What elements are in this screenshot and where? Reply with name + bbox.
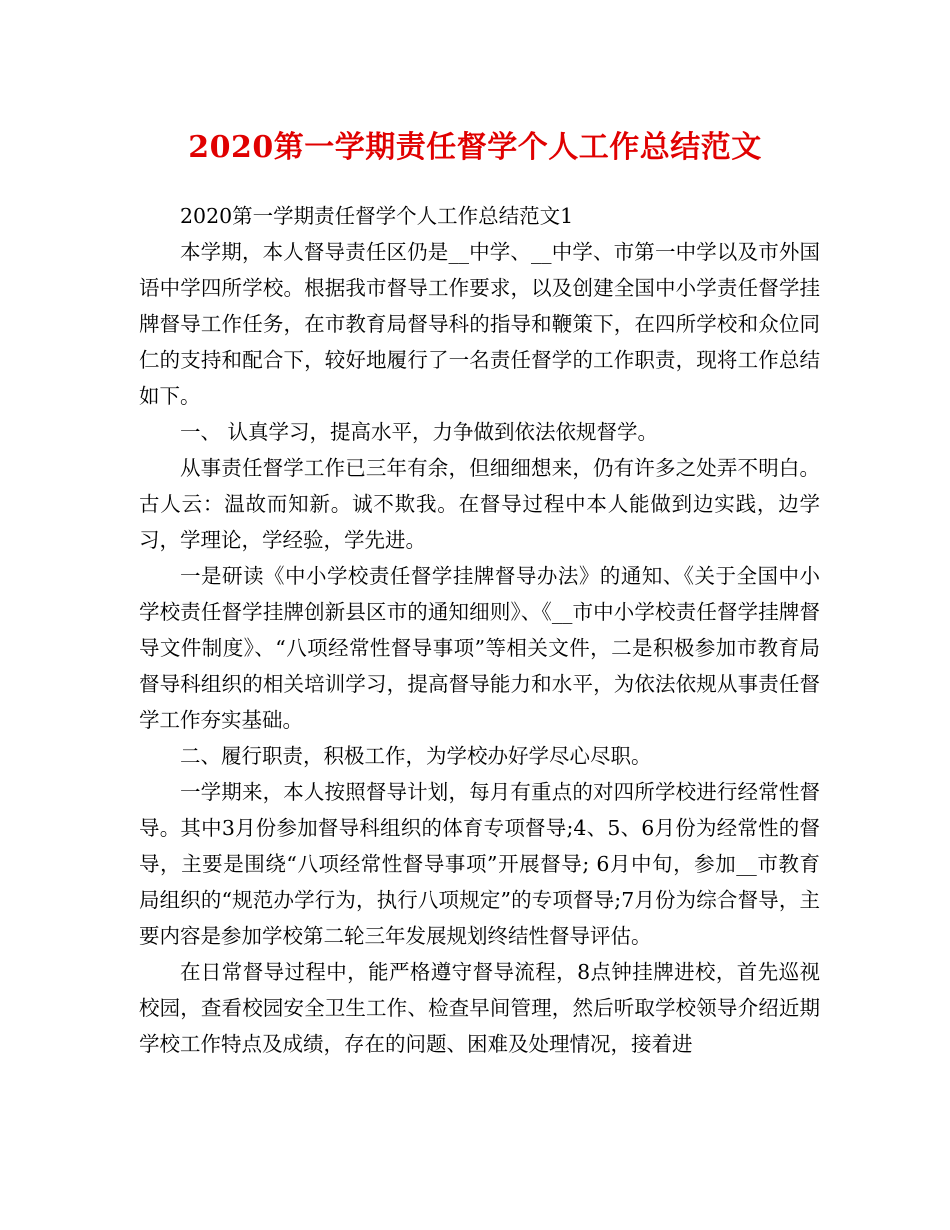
paragraph: 在日常督导过程中，能严格遵守督导流程，8点钟挂牌进校，首先巡视校园，查看校园安全卫生工作、检查早间管理，然后听取学校领导介绍近期学校工作特点及成绩，存在的问题、困难及处理情况，接着进	[139, 960, 820, 1056]
paragraph: 一是研读《中小学校责任督学挂牌督导办法》的通知、《关于全国中小学校责任督学挂牌创新县区市的通知细则》、《__市中小学校责任督学挂牌督导文件制度》、“八项经常性督导事项”等相关文件，二是积极参加市教育局督导科组织的相关培训学习，提高督导能力和水平，为依法依规从事责任督学工作夯实基础。	[139, 564, 820, 732]
section-heading: 二、履行职责，积极工作，为学校办好学尽心尽职。	[180, 744, 652, 768]
paragraph: 一学期来，本人按照督导计划，每月有重点的对四所学校进行经常性督导。其中3月份参加督导科组织的体育专项督导;4、5、6月份为经常性的督导，主要是围绕“八项经常性督导事项”开展督导; 6月中旬，参加__市教育局组织的“规范办学行为，执行八项规定”的专项督导;7月份为综合督导，主要内容是参加学校第二轮三年发展规划终结性督导评估。	[139, 780, 820, 948]
document-body	[139, 198, 820, 1062]
document-title: 2020第一学期责任督学个人工作总结范文	[188, 130, 762, 165]
paragraph: 本学期，本人督导责任区仍是__中学、__中学、市第一中学以及市外国语中学四所学校。根据我市督导工作要求，以及创建全国中小学责任督学挂牌督导工作任务，在市教育局督导科的指导和鞭策下，在四所学校和众位同仁的支持和配合下，较好地履行了一名责任督学的工作职责，现将工作总结如下。	[139, 240, 820, 408]
paragraph: 从事责任督学工作已三年有余，但细细想来，仍有许多之处弄不明白。古人云：温故而知新。诚不欺我。在督导过程中本人能做到边实践，边学习，学理论，学经验，学先进。	[139, 456, 820, 552]
section-heading: 一、 认真学习，提高水平，力争做到依法依规督学。	[180, 420, 659, 444]
paragraph-heading: 2020第一学期责任督学个人工作总结范文1	[180, 204, 574, 228]
